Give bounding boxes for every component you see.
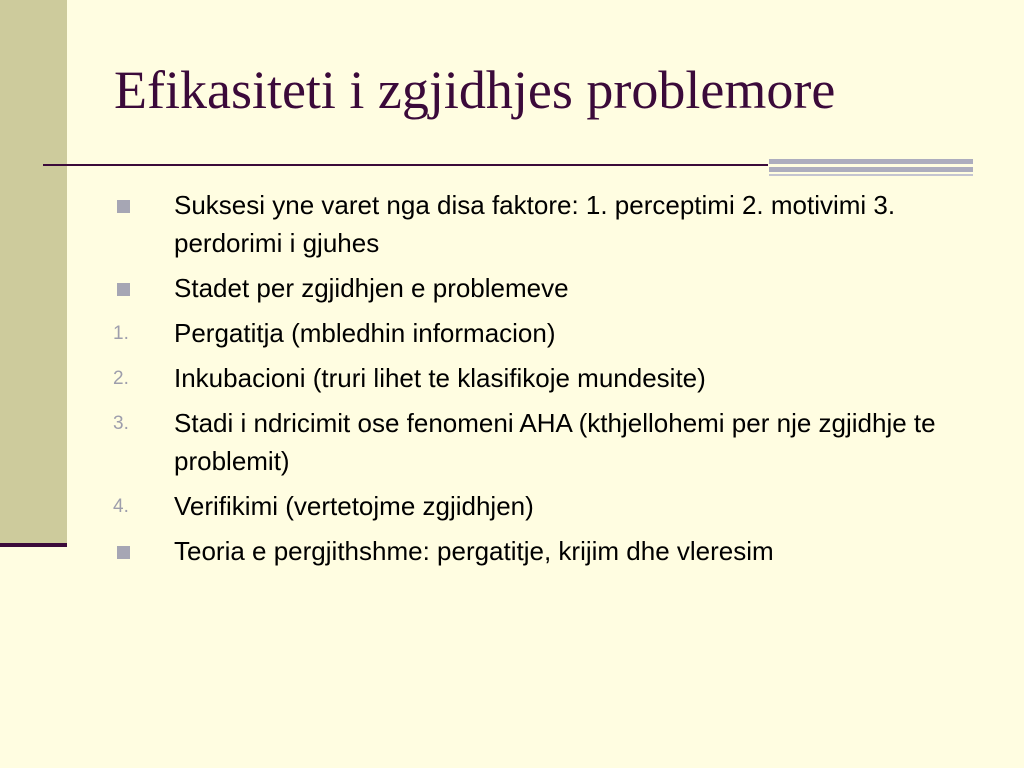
slide-content-list (0, 186, 1024, 577)
square-bullet-icon (117, 546, 130, 559)
list-number: 3. (113, 413, 129, 434)
list-marker (113, 186, 163, 224)
list-item (0, 487, 964, 525)
gray-bar (769, 159, 973, 164)
list-item-text: Verifikimi (vertetojme zgjidhjen) (174, 491, 534, 521)
list-marker (113, 532, 163, 570)
list-item-text: Suksesi yne varet nga disa faktore: 1. perceptimi 2. motivimi 3. perdorimi i gjuhes (174, 190, 896, 258)
list-item (0, 532, 964, 570)
list-number: 1. (113, 323, 129, 344)
square-bullet-icon (117, 283, 130, 296)
list-marker (113, 314, 163, 352)
list-marker (113, 359, 163, 397)
list-item-text: Teoria e pergjithshme: pergatitje, krijim dhe vleresim (174, 536, 774, 566)
square-bullet-icon (117, 200, 130, 213)
list-marker (113, 487, 163, 525)
list-item-text: Stadet per zgjidhjen e problemeve (174, 273, 569, 303)
list-marker (113, 269, 163, 307)
list-item-text: Pergatitja (mbledhin informacion) (174, 318, 556, 348)
gray-bar (769, 174, 973, 176)
list-item (0, 404, 964, 480)
list-number: 4. (113, 496, 129, 517)
list-item (0, 186, 964, 262)
gray-bar (769, 167, 973, 172)
list-item (0, 314, 964, 352)
decorative-gray-bars (769, 156, 973, 180)
list-item (0, 359, 964, 397)
list-item-text: Stadi i ndricimit ose fenomeni AHA (kthjellohemi per nje zgjidhje te problemit) (174, 408, 936, 476)
list-item (0, 269, 964, 307)
list-item-text: Inkubacioni (truri lihet te klasifikoje mundesite) (174, 363, 706, 393)
title-divider (43, 164, 768, 166)
slide-title: Efikasiteti i zgjidhjes problemore (114, 60, 836, 120)
list-marker (113, 404, 163, 442)
list-number: 2. (113, 368, 129, 389)
